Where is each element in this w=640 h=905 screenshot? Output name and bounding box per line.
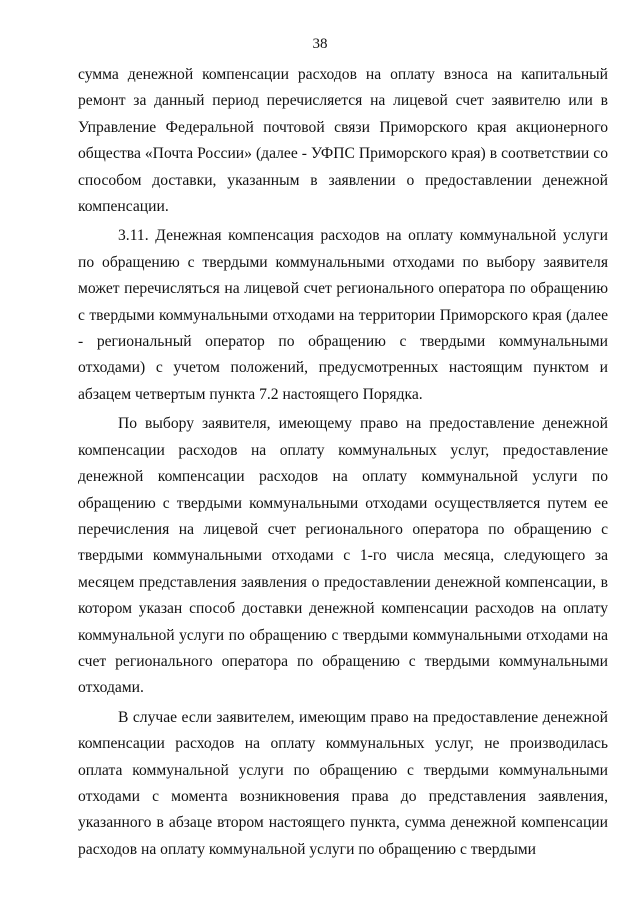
page-number: 38: [312, 36, 328, 52]
paragraph-applicator-choice: По выбору заявителя, имеющему право на предоставление денежной компенсации расходов на оплату коммунальных услуг, предоставление денежной компенсации расходов на оплату коммунальной услуги по обращению с твердыми коммунальными отходами осуществляется путем ее перечисления на лицевой счет регионального оператора по обращению с твердыми коммунальными отходами с 1-го числа месяца, следующего за месяцем представления заявления о предоставлении денежной компенсации, в котором указан способ доставки денежной компенсации расходов на оплату коммунальной услуги по обращению с твердыми коммунальными отходами на счет регионального оператора по обращению с твердыми коммунальными отходами.: [78, 415, 608, 697]
document-body: [78, 62, 608, 863]
paragraph-continuation: сумма денежной компенсации расходов на оплату взноса на капитальный ремонт за данный период перечисляется на лицевой счет заявителю или в Управление Федеральной почтовой связи Приморского края акционерного общества «Почта России» (далее - УФПС Приморского края) в соответствии со способом доставки, указанным в заявлении о предоставлении денежной компенсации.: [78, 66, 608, 216]
paragraph-3-11: 3.11. Денежная компенсация расходов на оплату коммунальной услуги по обращению с твердыми коммунальными отходами по выбору заявителя может перечисляться на лицевой счет регионального оператора по обращению с твердыми коммунальными отходами на территории Приморского края (далее - региональный оператор по обращению с твердыми коммунальными отходами) с учетом положений, предусмотренных настоящим пунктом и абзацем четвертым пункта 7.2 настоящего Порядка.: [78, 227, 608, 403]
paragraph-no-payment-case: В случае если заявителем, имеющим право на предоставление денежной компенсации расходов на оплату коммунальных услуг, не производилась оплата коммунальной услуги по обращению с твердыми коммунальными отходами с момента возникновения права до представления заявления, указанного в абзаце втором настоящего пункта, сумма денежной компенсации расходов на оплату коммунальной услуги по обращению с твердыми: [78, 708, 608, 858]
